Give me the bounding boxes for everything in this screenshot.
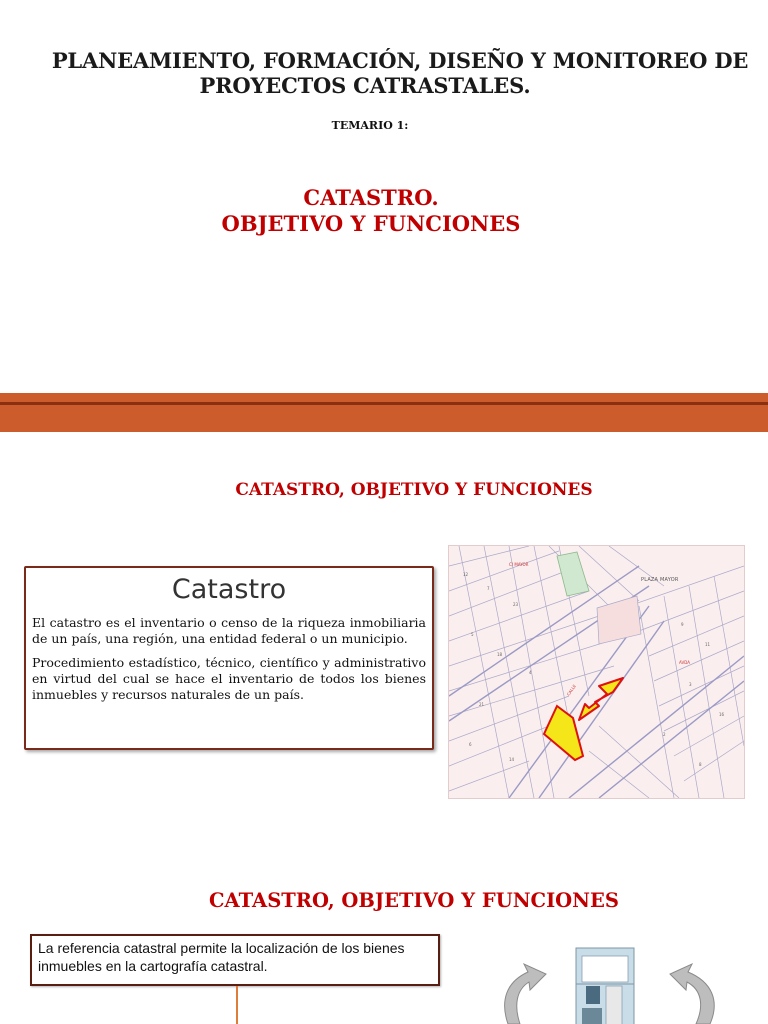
- svg-text:8: 8: [699, 762, 702, 767]
- svg-text:21: 21: [479, 702, 485, 707]
- svg-text:6: 6: [469, 742, 472, 747]
- svg-text:7: 7: [487, 586, 490, 591]
- catastro-definition-slide: [0, 432, 768, 832]
- slide-divider-stripe: [0, 402, 768, 405]
- svg-text:3: 3: [689, 682, 692, 687]
- topic-subtitle: [196, 185, 546, 237]
- connector-line: [236, 986, 238, 1024]
- referencia-text: La referencia catastral permite la localización de los bienes inmuebles en la cartografía catastral.: [38, 940, 405, 974]
- building-cycle-graphic: [498, 946, 723, 1024]
- referencia-box: [30, 934, 440, 986]
- svg-text:23: 23: [513, 602, 519, 607]
- svg-text:AVDA: AVDA: [679, 660, 690, 665]
- definition-box: [24, 566, 434, 750]
- subtitle-line1: CATASTRO.: [303, 185, 439, 210]
- subtitle-line2: OBJETIVO Y FUNCIONES: [221, 211, 521, 236]
- svg-text:5: 5: [471, 632, 474, 637]
- svg-text:12: 12: [463, 572, 469, 577]
- referencia-catastral-slide: [0, 832, 768, 1024]
- curved-arrow-right-icon: [670, 964, 714, 1024]
- title-slide: [0, 0, 768, 393]
- definition-title: Catastro: [171, 574, 287, 605]
- svg-text:18: 18: [497, 652, 503, 657]
- building-icon: [576, 948, 634, 1024]
- svg-text:16: 16: [719, 712, 725, 717]
- svg-text:CALLE: CALLE: [565, 683, 577, 697]
- presentation-title: [40, 48, 760, 98]
- svg-text:2: 2: [663, 732, 666, 737]
- map-plaza-label: PLAZA MAYOR: [641, 577, 679, 583]
- slide-heading: CATASTRO, OBJETIVO Y FUNCIONES: [209, 889, 619, 912]
- definition-paragraph-2: Procedimiento estadístico, técnico, científico y administrativo en virtud del cual se hace el inventario de todos los bienes inmuebles y recursos naturales de un país.: [32, 655, 426, 702]
- svg-text:11: 11: [705, 642, 711, 647]
- svg-text:9: 9: [681, 622, 684, 627]
- presentation-title-line1: PLANEAMIENTO, FORMACIÓN, DISEÑO Y MONITOREO DE: [51, 48, 749, 73]
- definition-paragraph-1: El catastro es el inventario o censo de la riqueza inmobiliaria de un país, una región, una entidad federal o un municipio.: [32, 615, 426, 646]
- svg-text:14: 14: [509, 757, 515, 762]
- presentation-title-line2: PROYECTOS CATRASTALES.: [199, 73, 531, 98]
- svg-text:4: 4: [529, 670, 532, 675]
- svg-text:C/ MAYOR: C/ MAYOR: [509, 562, 529, 567]
- slide-heading: CATASTRO, OBJETIVO Y FUNCIONES: [235, 480, 593, 500]
- slide-divider-bar: [0, 393, 768, 432]
- temario-label: TEMARIO 1:: [331, 119, 409, 132]
- cadastral-map-image: [448, 545, 745, 799]
- curved-arrow-left-icon: [505, 964, 546, 1024]
